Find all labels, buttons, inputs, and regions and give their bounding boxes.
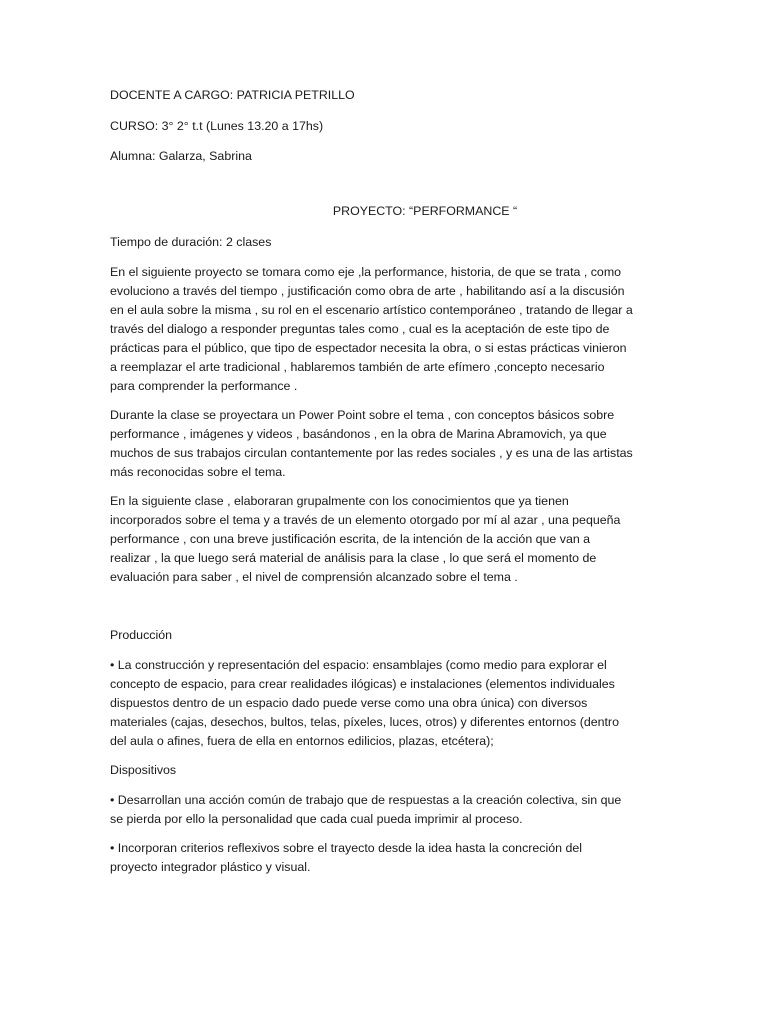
text-line: materiales (cajas, desechos, bultos, telas, píxeles, luces, otros) y diferentes entornos (dentro [110,715,619,729]
text-line: En la siguiente clase , elaboraran grupalmente con los conocimientos que ya tienen [110,494,569,508]
paragraph-intro [110,263,660,396]
text-line: performance , con una breve justificación escrita, de la intención de la acción que van a [110,532,591,546]
text-line: más reconocidas sobre el tema. [110,465,286,479]
text-line: del aula o afines, fuera de ella en entornos edilicios, plazas, etcétera); [110,734,494,748]
text-line: evaluación para saber , el nivel de comprensión alcanzado sobre el tema . [110,570,518,584]
paragraph-class-one [110,406,660,482]
text-line: para comprender la performance . [110,379,298,393]
text-line: en el aula sobre la misma , su rol en el escenario artístico contemporáneo , tratando de llegar a [110,303,633,317]
docente-line: DOCENTE A CARGO: PATRICIA PETRILLO [110,88,355,102]
document-body [110,86,660,887]
project-title: PROYECTO: “PERFORMANCE “ [332,204,518,218]
text-line: evoluciono a través del tiempo , justificación como obra de arte , habilitando así a la discusión [110,284,625,298]
text-line: dispuestos dentro de un espacio dado puede verse como una obra única) con diversos [110,696,588,710]
text-line: En el siguiente proyecto se tomara como eje ,la performance, historia, de que se trata , como [110,265,622,279]
produccion-heading: Producción [110,628,172,642]
text-line: incorporados sobre el tema y a través de un elemento otorgado por mí al azar , una pequeña [110,513,621,527]
text-line: • Incorporan criterios reflexivos sobre el trayecto desde la idea hasta la concreción del [110,841,582,855]
text-line: se pierda por ello la personalidad que cada cual pueda imprimir al proceso. [110,812,523,826]
text-line: concepto de espacio, para crear realidades ilógicas) e instalaciones (elementos individuales [110,677,615,691]
dispositivos-bullet-1 [110,791,660,829]
alumna-line: Alumna: Galarza, Sabrina [110,149,252,163]
text-line: muchos de sus trabajos circulan contantemente por las redes sociales , y es una de las artistas [110,446,633,460]
produccion-bullet [110,656,660,751]
text-line: realizar , la que luego será material de análisis para la clase , lo que será el momento de [110,551,597,565]
paragraph-class-two [110,492,660,587]
text-line: prácticas para el público, que tipo de espectador necesita la obra, o si estas prácticas vinieron [110,341,627,355]
text-line: través del dialogo a responder preguntas tales como , cual es la aceptación de este tipo de [110,322,610,336]
text-line: proyecto integrador plástico y visual. [110,860,311,874]
duration-line: Tiempo de duración: 2 clases [110,235,272,249]
text-line: • La construcción y representación del espacio: ensamblajes (como medio para explorar el [110,658,607,672]
text-line: a reemplazar el arte tradicional , hablaremos también de arte efímero ,concepto necesario [110,360,605,374]
text-line: performance , imágenes y videos , basándonos , en la obra de Marina Abramovich, ya que [110,427,607,441]
dispositivos-heading: Dispositivos [110,763,177,777]
dispositivos-bullet-2 [110,839,660,877]
curso-line: CURSO: 3° 2° t.t (Lunes 13.20 a 17hs) [110,119,324,133]
text-line: Durante la clase se proyectara un Power Point sobre el tema , con conceptos básicos sobre [110,408,615,422]
text-line: • Desarrollan una acción común de trabajo que de respuestas a la creación colectiva, sin que [110,793,622,807]
